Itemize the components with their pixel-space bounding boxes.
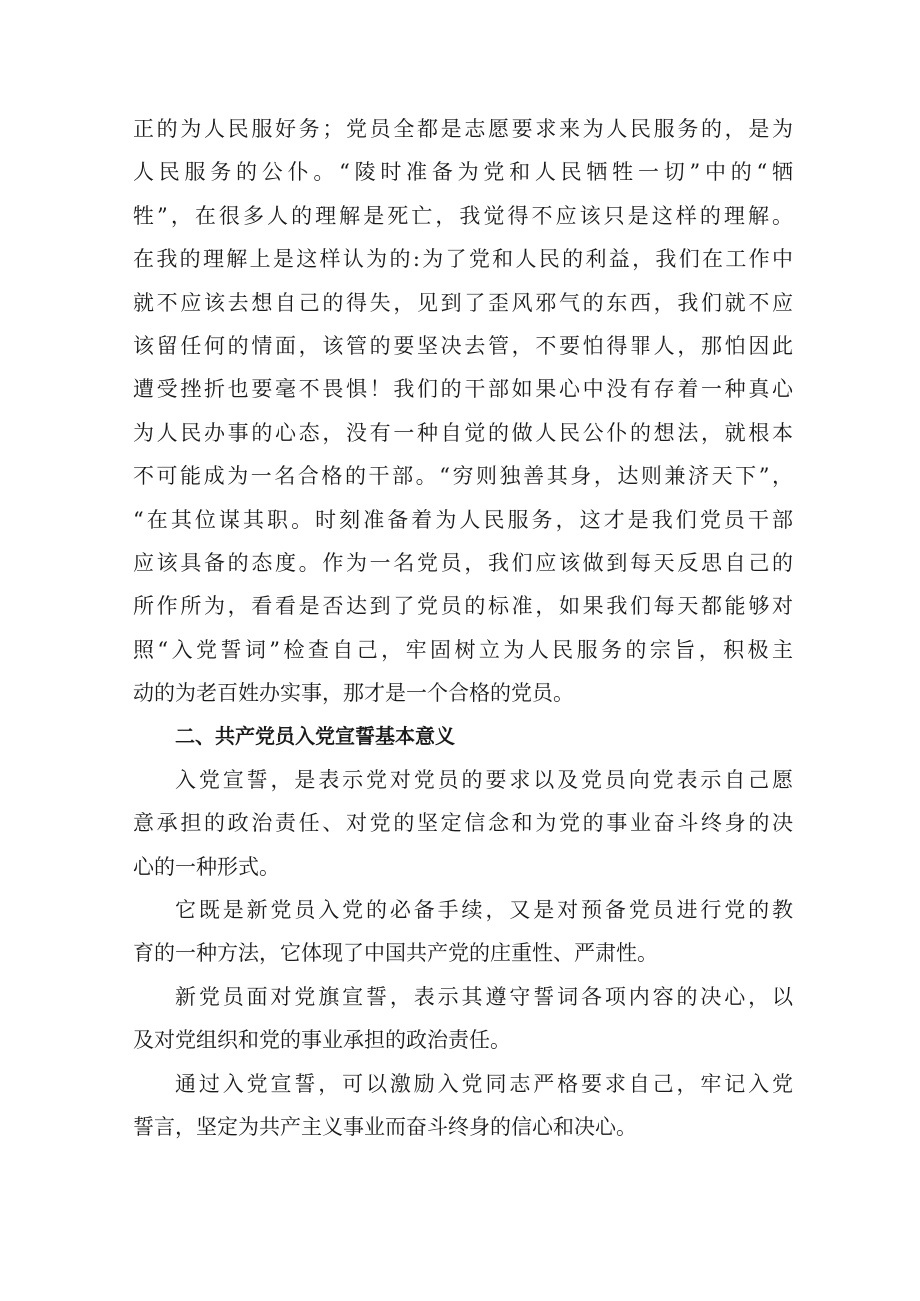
text-line: 应该具备的态度。作为一名党员，我们应该做到每天反思自己的 xyxy=(133,550,793,575)
text-line: 该留任何的情面，该管的要坚决去管，不要怕得罪人，那怕因此 xyxy=(133,333,793,358)
paragraph-2 xyxy=(133,759,793,889)
text-line: “在其位谋其职。时刻准备着为人民服务，这才是我们党员干部 xyxy=(133,507,793,532)
text-line: 牲”，在很多人的理解是死亡，我觉得不应该只是这样的理解。 xyxy=(133,203,793,228)
text-line: 为人民办事的心态，没有一种自觉的做人民公仆的想法，就根本 xyxy=(133,420,793,445)
text-line: 心的一种形式。 xyxy=(133,854,280,879)
paragraph-3 xyxy=(133,889,793,976)
text-line: 通过入党宣誓，可以激励入党同志严格要求自己，牢记入党 xyxy=(175,1071,793,1096)
paragraph-4 xyxy=(133,976,793,1063)
text-line: 意承担的政治责任、对党的坚定信念和为党的事业奋斗终身的决 xyxy=(133,811,793,836)
paragraph-5 xyxy=(133,1063,793,1150)
text-line: 照“入党誓词”检查自己，牢固树立为人民服务的宗旨，积极主 xyxy=(133,637,793,662)
text-line: 它既是新党员入党的必备手续，又是对预备党员进行党的教 xyxy=(175,898,793,923)
text-line: 及对党组织和党的事业承担的政治责任。 xyxy=(133,1028,511,1053)
text-line: 就不应该去想自己的得失，见到了歪风邪气的东西，我们就不应 xyxy=(133,290,793,315)
text-line: 入党宣誓，是表示党对党员的要求以及党员向党表示自己愿 xyxy=(175,767,793,792)
text-line: 在我的理解上是这样认为的:为了党和人民的利益，我们在工作中 xyxy=(133,247,793,272)
text-line: 遭受挫折也要毫不畏惧！我们的干部如果心中没有存着一种真心 xyxy=(133,377,793,402)
text-line: 正的为人民服好务；党员全都是志愿要求来为人民服务的，是为 xyxy=(133,117,793,141)
text-line: 所作所为，看看是否达到了党员的标准，如果我们每天都能够对 xyxy=(133,594,793,619)
section-heading: 二、共产党员入党宣誓基本意义 xyxy=(175,724,455,749)
text-line: 动的为老百姓办实事，那才是一个合格的党员。 xyxy=(133,681,574,706)
text-line: 育的一种方法，它体现了中国共产党的庄重性、严肃性。 xyxy=(133,941,658,966)
text-line: 人民服务的公仆。“陵时准备为党和人民牺牲一切”中的“牺 xyxy=(133,160,793,185)
paragraph-1 xyxy=(133,108,793,715)
text-line: 誓言，坚定为共产主义事业而奋斗终身的信心和决心。 xyxy=(133,1114,637,1139)
document-body xyxy=(133,108,793,1149)
text-line: 不可能成为一名合格的干部。“穷则独善其身，达则兼济天下”， xyxy=(133,464,793,489)
text-line: 新党员面对党旗宣誓，表示其遵守誓词各项内容的决心，以 xyxy=(175,984,793,1009)
